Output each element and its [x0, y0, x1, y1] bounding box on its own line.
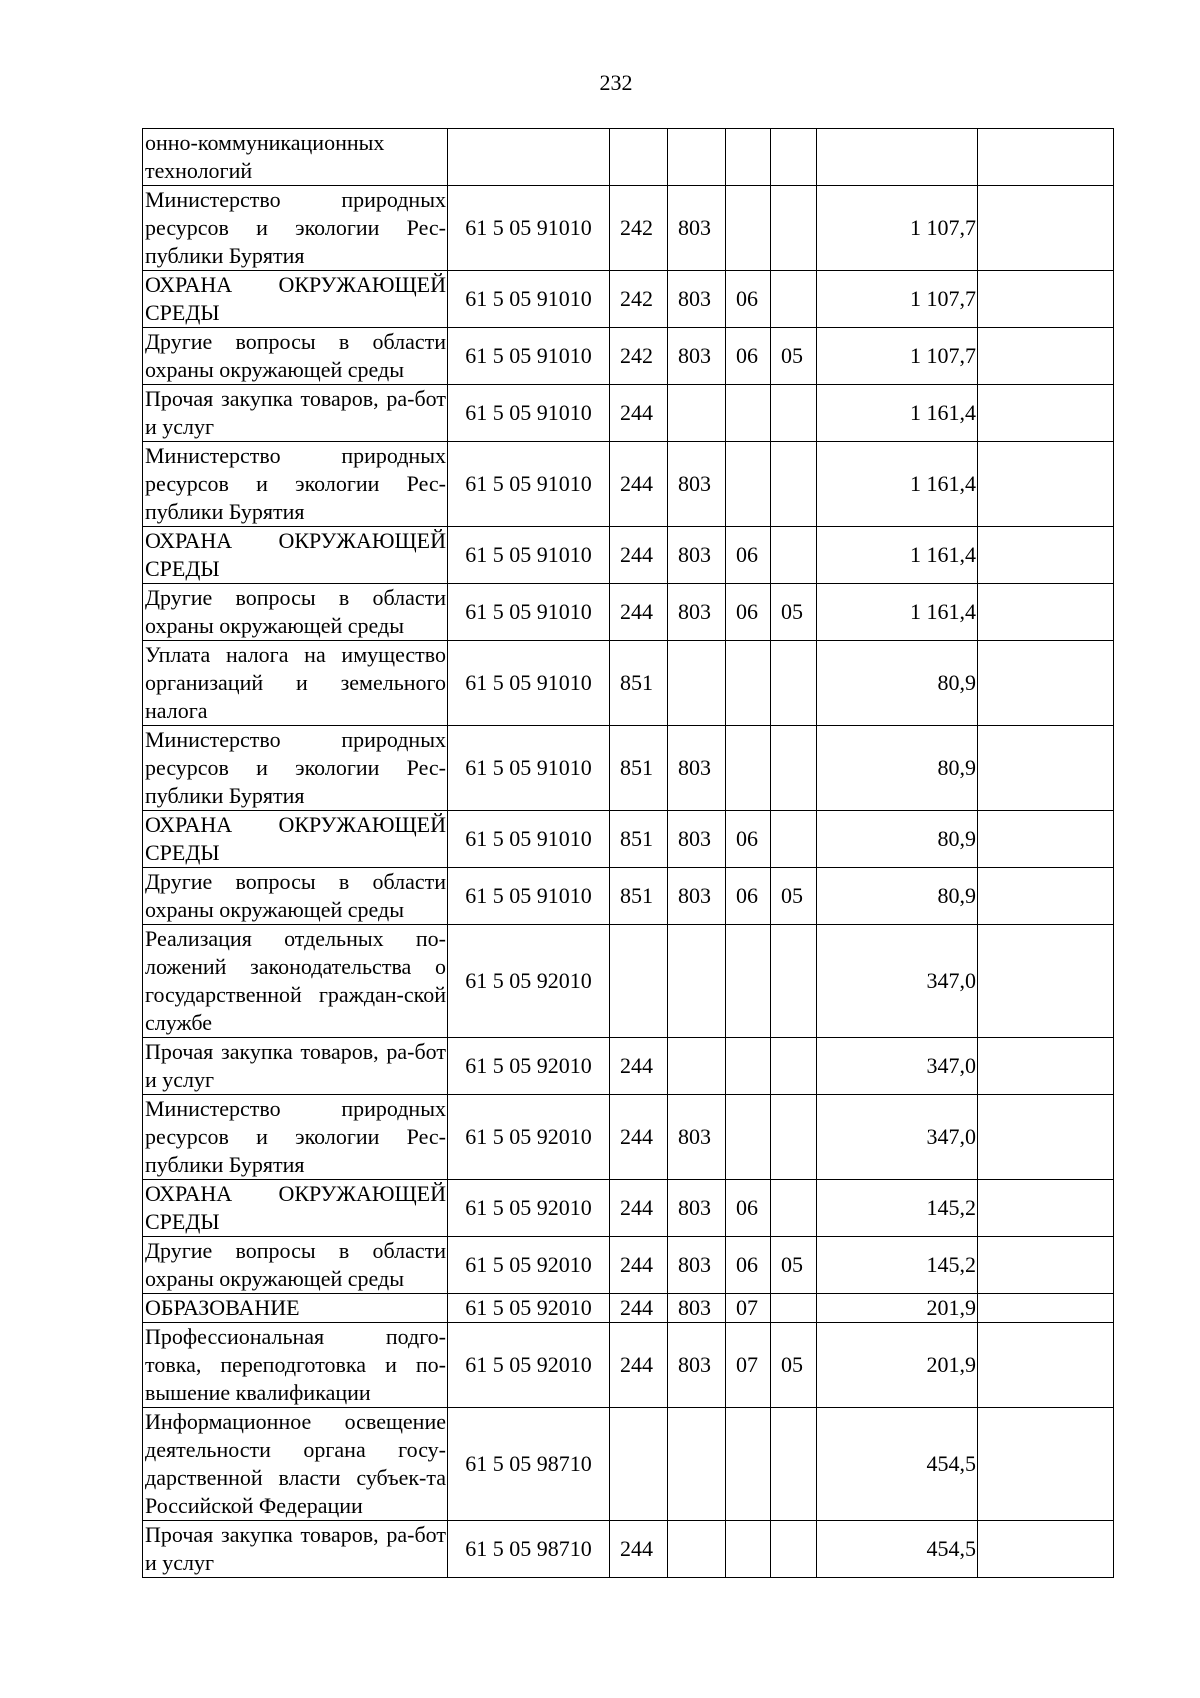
cell-section: [726, 186, 771, 271]
cell-expense-type: 244: [610, 1095, 668, 1180]
cell-subsection: [771, 385, 817, 442]
cell-target-article: 61 5 05 91010: [448, 527, 610, 584]
cell-expense-type: 244: [610, 1294, 668, 1323]
cell-subsection: [771, 811, 817, 868]
cell-section: 06: [726, 584, 771, 641]
cell-expense-type: 242: [610, 186, 668, 271]
cell-expense-type: 851: [610, 726, 668, 811]
cell-amount: 80,9: [817, 868, 978, 925]
table-row: [143, 1521, 1114, 1578]
cell-ministry-code: 803: [668, 726, 726, 811]
cell-name: ОХРАНА ОКРУЖАЮЩЕЙ СРЕДЫ: [143, 527, 448, 584]
cell-target-article: 61 5 05 98710: [448, 1408, 610, 1521]
cell-amount: 454,5: [817, 1521, 978, 1578]
cell-section: [726, 726, 771, 811]
cell-ministry-code: [668, 1408, 726, 1521]
cell-expense-type: [610, 1408, 668, 1521]
cell-target-article: 61 5 05 92010: [448, 1095, 610, 1180]
cell-target-article: [448, 129, 610, 186]
cell-section: [726, 385, 771, 442]
cell-expense-type: 244: [610, 1038, 668, 1095]
cell-amount: 80,9: [817, 811, 978, 868]
cell-ministry-code: [668, 1521, 726, 1578]
cell-name: ОХРАНА ОКРУЖАЮЩЕЙ СРЕДЫ: [143, 271, 448, 328]
cell-extra: [978, 868, 1114, 925]
cell-amount: 454,5: [817, 1408, 978, 1521]
cell-extra: [978, 1408, 1114, 1521]
table-row: [143, 1038, 1114, 1095]
cell-expense-type: 244: [610, 1323, 668, 1408]
cell-expense-type: [610, 925, 668, 1038]
cell-extra: [978, 527, 1114, 584]
cell-extra: [978, 129, 1114, 186]
cell-subsection: [771, 271, 817, 328]
cell-expense-type: 244: [610, 442, 668, 527]
cell-amount: 145,2: [817, 1180, 978, 1237]
table-row: [143, 726, 1114, 811]
cell-section: [726, 641, 771, 726]
table-row: [143, 1095, 1114, 1180]
cell-name: Профессиональная подго-товка, переподготовка и по-вышение квалификации: [143, 1323, 448, 1408]
cell-target-article: 61 5 05 92010: [448, 925, 610, 1038]
cell-name: Другие вопросы в области охраны окружающей среды: [143, 328, 448, 385]
cell-subsection: [771, 1408, 817, 1521]
table-row: [143, 328, 1114, 385]
cell-expense-type: 244: [610, 527, 668, 584]
cell-name: Министерство природных ресурсов и экологии Рес-публики Бурятия: [143, 442, 448, 527]
cell-extra: [978, 328, 1114, 385]
cell-extra: [978, 385, 1114, 442]
cell-extra: [978, 1237, 1114, 1294]
cell-section: 06: [726, 868, 771, 925]
table-row: [143, 1237, 1114, 1294]
cell-name: Прочая закупка товаров, ра-бот и услуг: [143, 1038, 448, 1095]
cell-ministry-code: 803: [668, 1180, 726, 1237]
cell-ministry-code: 803: [668, 442, 726, 527]
cell-section: 06: [726, 811, 771, 868]
cell-amount: 347,0: [817, 1038, 978, 1095]
cell-expense-type: [610, 129, 668, 186]
cell-target-article: 61 5 05 98710: [448, 1521, 610, 1578]
cell-extra: [978, 1323, 1114, 1408]
budget-table: [142, 128, 1114, 1578]
cell-name: Другие вопросы в области охраны окружающей среды: [143, 1237, 448, 1294]
cell-ministry-code: 803: [668, 527, 726, 584]
cell-amount: 201,9: [817, 1323, 978, 1408]
cell-amount: 145,2: [817, 1237, 978, 1294]
cell-subsection: 05: [771, 1323, 817, 1408]
cell-amount: [817, 129, 978, 186]
cell-ministry-code: 803: [668, 1294, 726, 1323]
cell-name: ОБРАЗОВАНИЕ: [143, 1294, 448, 1323]
cell-amount: 1 107,7: [817, 271, 978, 328]
cell-subsection: 05: [771, 868, 817, 925]
cell-subsection: [771, 1294, 817, 1323]
table-row: [143, 385, 1114, 442]
cell-name: Уплата налога на имущество организаций и земельного налога: [143, 641, 448, 726]
table-row: [143, 186, 1114, 271]
table-row: [143, 584, 1114, 641]
cell-target-article: 61 5 05 91010: [448, 726, 610, 811]
cell-subsection: [771, 129, 817, 186]
cell-amount: 1 161,4: [817, 527, 978, 584]
cell-name: ОХРАНА ОКРУЖАЮЩЕЙ СРЕДЫ: [143, 1180, 448, 1237]
cell-target-article: 61 5 05 92010: [448, 1038, 610, 1095]
cell-name: Министерство природных ресурсов и экологии Рес-публики Бурятия: [143, 186, 448, 271]
cell-section: 06: [726, 1180, 771, 1237]
cell-name: Прочая закупка товаров, ра-бот и услуг: [143, 1521, 448, 1578]
cell-name: ОХРАНА ОКРУЖАЮЩЕЙ СРЕДЫ: [143, 811, 448, 868]
table-row: [143, 442, 1114, 527]
cell-expense-type: 242: [610, 328, 668, 385]
cell-section: 07: [726, 1294, 771, 1323]
cell-ministry-code: [668, 129, 726, 186]
cell-extra: [978, 584, 1114, 641]
cell-target-article: 61 5 05 91010: [448, 584, 610, 641]
cell-ministry-code: 803: [668, 811, 726, 868]
cell-amount: 1 107,7: [817, 186, 978, 271]
cell-target-article: 61 5 05 91010: [448, 811, 610, 868]
cell-ministry-code: [668, 385, 726, 442]
cell-section: 07: [726, 1323, 771, 1408]
cell-expense-type: 244: [610, 1180, 668, 1237]
cell-amount: 201,9: [817, 1294, 978, 1323]
cell-name: Другие вопросы в области охраны окружающей среды: [143, 868, 448, 925]
cell-subsection: [771, 1521, 817, 1578]
table-row: [143, 271, 1114, 328]
cell-target-article: 61 5 05 92010: [448, 1323, 610, 1408]
cell-section: 06: [726, 527, 771, 584]
cell-extra: [978, 641, 1114, 726]
cell-ministry-code: 803: [668, 1095, 726, 1180]
cell-amount: 80,9: [817, 726, 978, 811]
cell-extra: [978, 1521, 1114, 1578]
cell-expense-type: 244: [610, 385, 668, 442]
cell-ministry-code: [668, 925, 726, 1038]
cell-section: 06: [726, 328, 771, 385]
cell-name: Другие вопросы в области охраны окружающей среды: [143, 584, 448, 641]
cell-extra: [978, 1038, 1114, 1095]
table-row: [143, 811, 1114, 868]
cell-ministry-code: 803: [668, 868, 726, 925]
cell-ministry-code: 803: [668, 186, 726, 271]
table-row: [143, 925, 1114, 1038]
cell-ministry-code: [668, 641, 726, 726]
cell-subsection: [771, 186, 817, 271]
cell-section: [726, 1095, 771, 1180]
cell-subsection: 05: [771, 584, 817, 641]
cell-expense-type: 851: [610, 811, 668, 868]
cell-subsection: [771, 1038, 817, 1095]
cell-amount: 1 161,4: [817, 584, 978, 641]
cell-subsection: [771, 527, 817, 584]
cell-extra: [978, 271, 1114, 328]
cell-amount: 347,0: [817, 1095, 978, 1180]
table-row: [143, 641, 1114, 726]
cell-target-article: 61 5 05 91010: [448, 271, 610, 328]
cell-subsection: [771, 925, 817, 1038]
cell-section: [726, 129, 771, 186]
cell-subsection: [771, 726, 817, 811]
cell-section: [726, 1521, 771, 1578]
cell-expense-type: 242: [610, 271, 668, 328]
cell-ministry-code: 803: [668, 328, 726, 385]
cell-target-article: 61 5 05 91010: [448, 328, 610, 385]
table-row: [143, 1408, 1114, 1521]
cell-amount: 1 161,4: [817, 385, 978, 442]
cell-extra: [978, 726, 1114, 811]
cell-expense-type: 851: [610, 868, 668, 925]
cell-extra: [978, 925, 1114, 1038]
cell-section: 06: [726, 1237, 771, 1294]
cell-extra: [978, 1294, 1114, 1323]
cell-amount: 1 107,7: [817, 328, 978, 385]
cell-subsection: [771, 1180, 817, 1237]
cell-target-article: 61 5 05 91010: [448, 442, 610, 527]
cell-target-article: 61 5 05 92010: [448, 1294, 610, 1323]
cell-section: [726, 442, 771, 527]
cell-amount: 347,0: [817, 925, 978, 1038]
table-row: [143, 527, 1114, 584]
table-body: [143, 129, 1114, 1578]
table-row: [143, 1294, 1114, 1323]
cell-expense-type: 244: [610, 1237, 668, 1294]
page-number: 232: [599, 70, 633, 95]
cell-name: Реализация отдельных по-ложений законодательства о государственной граждан-ской службе: [143, 925, 448, 1038]
cell-extra: [978, 442, 1114, 527]
cell-target-article: 61 5 05 91010: [448, 385, 610, 442]
cell-section: [726, 925, 771, 1038]
cell-subsection: 05: [771, 1237, 817, 1294]
cell-ministry-code: 803: [668, 584, 726, 641]
cell-subsection: [771, 442, 817, 527]
cell-expense-type: 244: [610, 584, 668, 641]
cell-subsection: 05: [771, 328, 817, 385]
cell-name: Прочая закупка товаров, ра-бот и услуг: [143, 385, 448, 442]
cell-ministry-code: [668, 1038, 726, 1095]
cell-target-article: 61 5 05 91010: [448, 186, 610, 271]
cell-expense-type: 244: [610, 1521, 668, 1578]
cell-extra: [978, 186, 1114, 271]
cell-section: 06: [726, 271, 771, 328]
cell-subsection: [771, 1095, 817, 1180]
cell-target-article: 61 5 05 91010: [448, 641, 610, 726]
table-row: [143, 1323, 1114, 1408]
cell-amount: 80,9: [817, 641, 978, 726]
cell-section: [726, 1038, 771, 1095]
cell-name: онно-коммуникационных технологий: [143, 129, 448, 186]
cell-subsection: [771, 641, 817, 726]
cell-target-article: 61 5 05 91010: [448, 868, 610, 925]
cell-name: Министерство природных ресурсов и экологии Рес-публики Бурятия: [143, 726, 448, 811]
cell-extra: [978, 811, 1114, 868]
cell-target-article: 61 5 05 92010: [448, 1237, 610, 1294]
cell-section: [726, 1408, 771, 1521]
cell-name: Министерство природных ресурсов и экологии Рес-публики Бурятия: [143, 1095, 448, 1180]
cell-extra: [978, 1180, 1114, 1237]
table-row: [143, 868, 1114, 925]
cell-ministry-code: 803: [668, 1237, 726, 1294]
cell-ministry-code: 803: [668, 1323, 726, 1408]
cell-ministry-code: 803: [668, 271, 726, 328]
cell-extra: [978, 1095, 1114, 1180]
cell-amount: 1 161,4: [817, 442, 978, 527]
cell-name: Информационное освещение деятельности органа госу-дарственной власти субъек-та Российской Федерации: [143, 1408, 448, 1521]
cell-expense-type: 851: [610, 641, 668, 726]
cell-target-article: 61 5 05 92010: [448, 1180, 610, 1237]
table-row: [143, 129, 1114, 186]
table-row: [143, 1180, 1114, 1237]
